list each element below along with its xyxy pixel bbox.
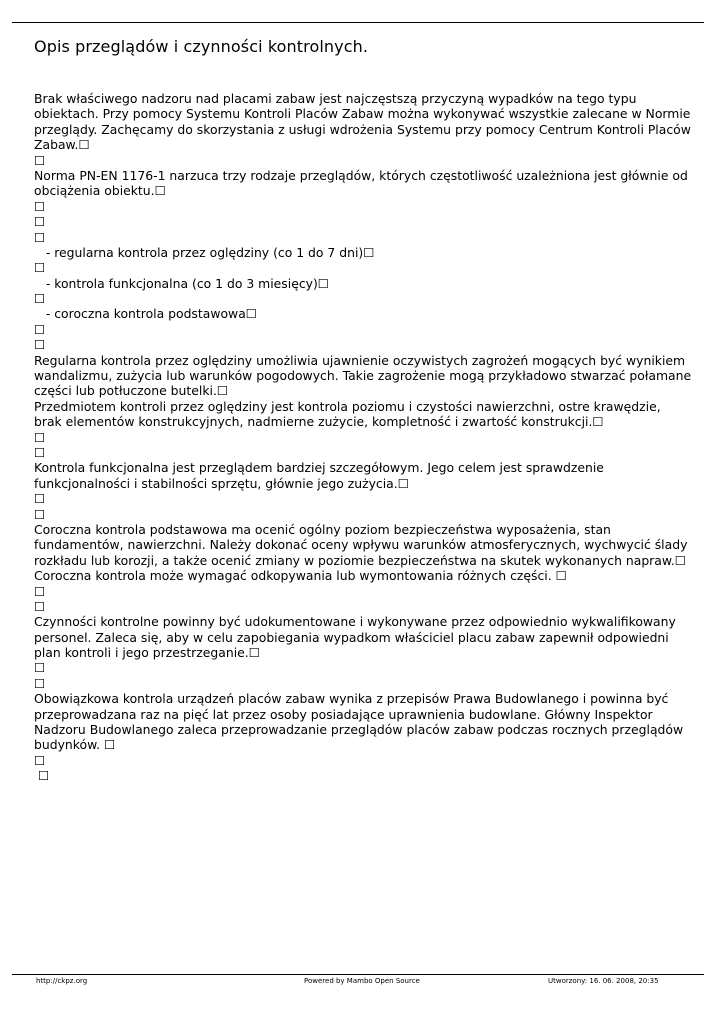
text-line: Brak właściwego nadzoru nad placami zabaw jest najczęstszą przyczyną wypadków na tego typu [34,91,637,106]
text-line: przeglądy. Zachęcamy do skorzystania z usługi wdrożenia Systemu przy pomocy Centrum Kontroli Placów [34,121,691,137]
top-rule [12,22,704,23]
text-line: wandalizmu, zużycia lub warunków pogodowych. Takie zagrożenie mogą przykładowo stwarzać połamane [34,368,692,384]
text-line: Nadzoru Budowlanego zaleca przeprowadzanie przeglądów placów zabaw podczas rocznych przeglądów [34,722,684,738]
text-line: części lub potłuczone butelki.☐ [34,383,228,399]
text-line: personel. Zaleca się, aby w celu zapobiegania wypadkom właściciel placu zabaw zapewnił odpowiedni [34,629,669,645]
text-line: Norma PN-EN 1176-1 narzuca trzy rodzaje przeglądów, których częstotliwość uzależniona jest głównie od [34,167,688,183]
text-line: ☐ [34,291,46,307]
text-line: obiektach. Przy pomocy Systemu Kontroli Placów Zabaw można wykonywać wszystkie zalecane w Normie [34,106,691,122]
text-line: ☐ [34,337,46,353]
text-line: Regularna kontrola przez oględziny umożliwia ujawnienie oczywistych zagrożeń mogących być wynikiem [34,352,686,368]
text-line: Zabaw.☐ [34,137,90,153]
text-line: ☐ [34,491,46,507]
text-line: brak elementów konstrukcyjnych, nadmierne zużycie, kompletność i zwartość konstrukcji.☐ [34,414,604,430]
text-line: rozkładu lub korozji, a także ocenić zmiany w poziomie bezpieczeństwa na skutek wykonanych napraw.☐ [34,552,686,568]
text-line: ☐ [34,198,46,214]
text-line: Coroczna kontrola może wymagać odkopywania lub wymontowania różnych części. ☐ [34,568,567,584]
text-line: ☐ [34,660,46,676]
text-line: - regularna kontrola przez oględziny (co 1 do 7 dni)☐ [34,244,375,260]
page-title: Opis przeglądów i czynności kontrolnych. [34,37,369,56]
text-line: Coroczna kontrola podstawowa ma ocenić ogólny poziom bezpieczeństwa wyposażenia, stan [34,521,611,537]
footer-url: http://ckpz.org [36,977,88,985]
text-line: ☐ [34,675,46,691]
text-line: fundamentów, nawierzchni. Należy dokonać oceny wpływu warunków atmosferycznych, wychwycić ślady [34,537,688,553]
text-line: ☐ [34,260,46,276]
text-line: ☐ [34,321,46,337]
footer-powered-by: Powered by Mambo Open Source [304,977,420,985]
text-line: ☐ [34,229,46,245]
text-line: ☐ [34,152,46,168]
text-line: Przedmiotem kontroli przez oględziny jest kontrola poziomu i czystości nawierzchni, ostre krawędzie, [34,398,661,414]
text-line: ☐ [34,429,46,445]
footer-rule [12,974,704,975]
text-line: Obowiązkowa kontrola urządzeń placów zabaw wynika z przepisów Prawa Budowlanego i powinna być [34,691,669,707]
text-line: funkcjonalności i stabilności sprzętu, głównie jego zużycia.☐ [34,475,409,491]
footer-created-date: Utworzony: 16. 06. 2008, 20:35 [548,977,659,985]
text-line: plan kontroli i jego przestrzeganie.☐ [34,645,260,661]
text-line: ☐ [34,768,50,784]
text-line: ☐ [34,506,46,522]
text-line: Kontrola funkcjonalna jest przeglądem bardziej szczegółowym. Jego celem jest sprawdzenie [34,460,604,476]
document-body [34,91,694,784]
text-line: ☐ [34,214,46,230]
text-line: ☐ [34,598,46,614]
text-line: obciążenia obiektu.☐ [34,183,166,199]
text-line: budynków. ☐ [34,737,116,753]
text-line: Czynności kontrolne powinny być udokumentowane i wykonywane przez odpowiednio wykwalifikowany [34,614,676,630]
text-line: przeprowadzana raz na pięć lat przez osoby posiadające uprawnienia budowlane. Główny Inspektor [34,706,653,722]
text-line: ☐ [34,583,46,599]
text-line: - kontrola funkcjonalna (co 1 do 3 miesięcy)☐ [34,275,329,291]
text-line: ☐ [34,752,46,768]
text-line: - coroczna kontrola podstawowa☐ [34,306,257,322]
text-line: ☐ [34,444,46,460]
